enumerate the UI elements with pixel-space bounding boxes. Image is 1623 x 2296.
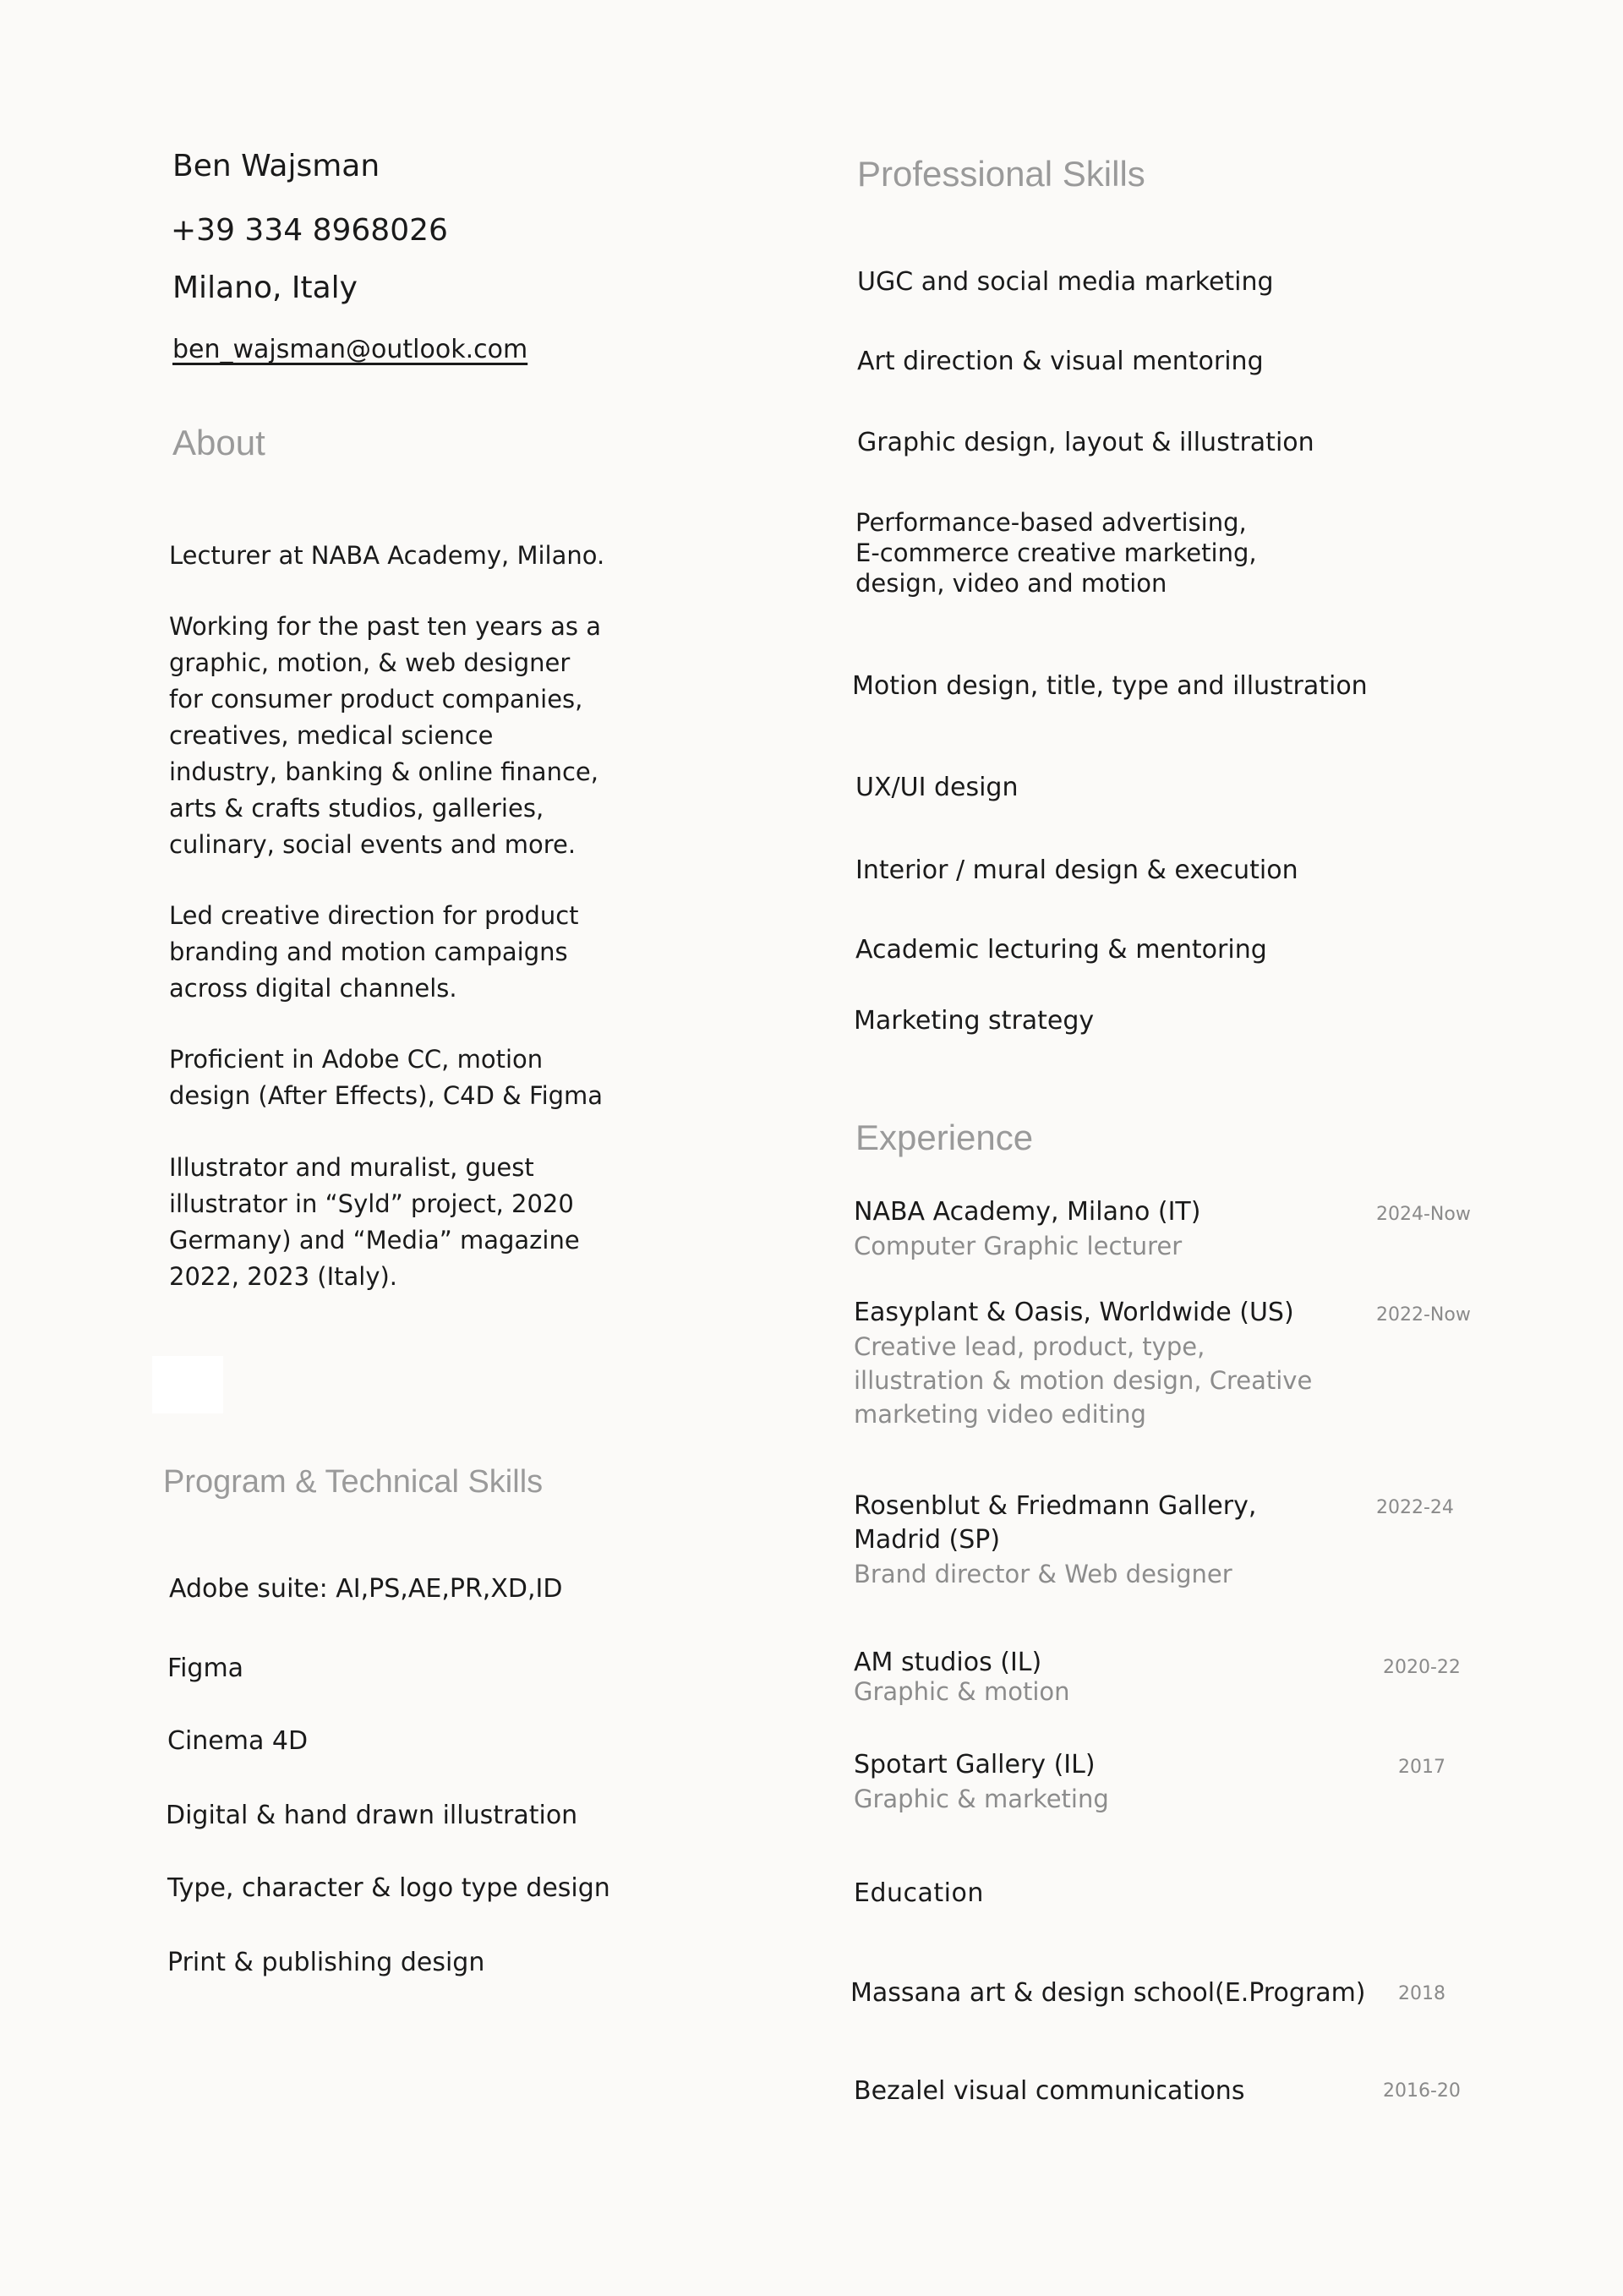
professional-skill-item: UGC and social media marketing [857,267,1274,297]
program-skills-heading: Program & Technical Skills [163,1464,544,1500]
professional-skill-item: UX/UI design [855,773,1019,802]
experience-date: 2017 [1398,1757,1445,1778]
about-paragraph-3: Led creative direction for product branding and motion campaigns across digital channels. [169,901,579,1003]
program-skill-item: Type, character & logo type design [167,1873,610,1903]
about-paragraph-5: Illustrator and muralist, guest illustrator in “Syld” project, 2020 Germany) and “Media” magazine 2022, 2023 (Italy). [169,1153,580,1291]
professional-skill-item: Interior / mural design & execution [855,856,1298,885]
experience-entry [854,1748,1327,1816]
experience-role: Computer Graphic lecturer [854,1232,1183,1260]
experience-role: Graphic & motion [854,1677,1070,1706]
program-skill-item: Print & publishing design [167,1948,485,1977]
experience-entry [854,1296,1327,1431]
experience-date: 2020-22 [1383,1657,1461,1678]
program-skill-item: Adobe suite: AI,PS,AE,PR,XD,ID [169,1574,563,1604]
about-paragraph-1: Lecturer at NABA Academy, Milano. [169,541,605,570]
experience-title: AM studios (IL) [854,1648,1042,1677]
blank-box [152,1356,223,1413]
experience-date: 2022-24 [1376,1497,1454,1518]
experience-entry [854,1648,1327,1706]
professional-skill-item: Art direction & visual mentoring [857,347,1264,376]
professional-skill-item: Academic lecturing & mentoring [855,935,1267,965]
program-skill-item: Digital & hand drawn illustration [166,1801,578,1830]
experience-title: Spotart Gallery (IL) [854,1750,1096,1779]
experience-title: NABA Academy, Milano (IT) [854,1197,1201,1227]
experience-date: 2024-Now [1376,1204,1471,1225]
education-date: 2018 [1398,1983,1445,2004]
education-title: Bezalel visual communications [854,2076,1245,2106]
experience-entry [854,1490,1327,1591]
education-heading: Education [854,1878,984,1908]
about-paragraph-2: Working for the past ten years as a graphic, motion, & web designer for consumer product companies, creatives, medical science industry, banking & online finance, arts & crafts studios, galleries, culinary, social events and more. [169,612,601,859]
contact-location: Milano, Italy [172,271,358,305]
experience-title: Easyplant & Oasis, Worldwide (US) [854,1298,1294,1327]
professional-skill-item: Motion design, title, type and illustration [852,671,1368,701]
experience-title: Rosenblut & Friedmann Gallery, Madrid (SP) [854,1491,1257,1555]
contact-name: Ben Wajsman [172,149,380,183]
professional-skill-item: Performance-based advertising, E-commerce creative marketing, design, video and motion [855,508,1257,598]
professional-skill-item: Marketing strategy [854,1006,1095,1036]
about-paragraph-4: Proficient in Adobe CC, motion design (After Effects), C4D & Figma [169,1045,604,1110]
professional-skills-heading: Professional Skills [857,154,1145,194]
professional-skill-item: Graphic design, layout & illustration [857,428,1314,457]
experience-role: Creative lead, product, type, illustration & motion design, Creative marketing video editing [854,1332,1313,1429]
education-title: Massana art & design school(E.Program) [850,1978,1366,2008]
about-heading: About [172,423,265,462]
experience-date: 2022-Now [1376,1304,1471,1326]
experience-entry [854,1195,1327,1263]
program-skill-item: Figma [167,1654,244,1683]
experience-role: Graphic & marketing [854,1785,1109,1813]
program-skill-item: Cinema 4D [167,1726,309,1756]
education-date: 2016-20 [1383,2080,1461,2102]
experience-role: Brand director & Web designer [854,1560,1232,1588]
contact-email-link[interactable]: ben_wajsman@outlook.com [172,335,528,364]
contact-phone: +39 334 8968026 [171,213,448,248]
experience-heading: Experience [855,1118,1034,1157]
